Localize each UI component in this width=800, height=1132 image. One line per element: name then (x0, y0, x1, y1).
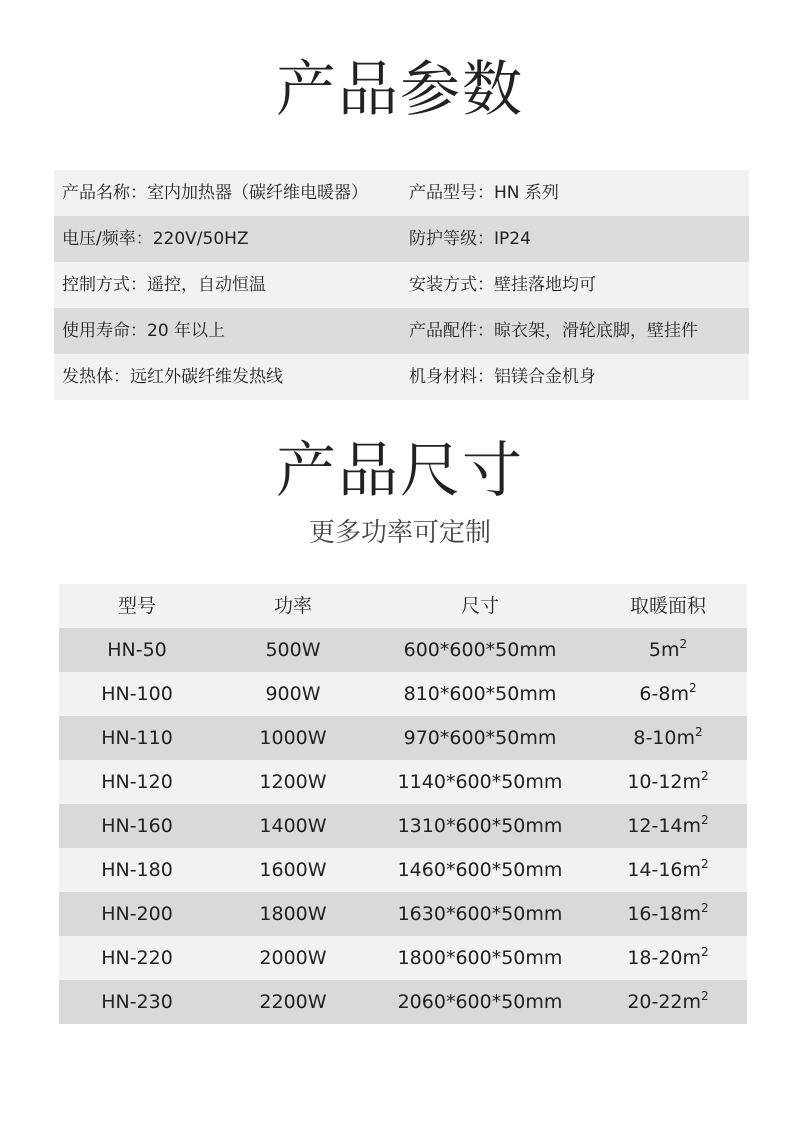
table-row (59, 980, 747, 1024)
model-cell-text: HN-50 (107, 639, 167, 661)
header-power: 功率 (273, 595, 312, 617)
power-cell-text: 1800W (259, 903, 327, 925)
model-cell (59, 980, 215, 1024)
size-cell (371, 980, 589, 1024)
size-cell (371, 848, 589, 892)
model-cell (59, 628, 215, 672)
area-unit-superscript: 2 (701, 945, 709, 959)
power-cell-text: 500W (265, 639, 321, 661)
area-cell (589, 936, 747, 980)
power-cell-text: 1400W (259, 815, 327, 837)
table-row (59, 760, 747, 804)
area-unit-superscript: 2 (701, 989, 709, 1003)
area-unit-superscript: 2 (701, 901, 709, 915)
model-cell-text: HN-230 (101, 991, 173, 1013)
area-cell (589, 848, 747, 892)
size-cell-text: 600*600*50mm (403, 639, 557, 661)
param-left: 控制方式：遥控，自动恒温 (62, 275, 266, 295)
area-cell-text: 8-10m (633, 727, 695, 749)
size-table-header (59, 584, 747, 628)
area-unit-superscript: 2 (701, 769, 709, 783)
params-table (54, 170, 749, 400)
area-cell (589, 892, 747, 936)
params-row (54, 216, 749, 262)
model-cell-text: HN-160 (101, 815, 173, 837)
area-cell-text: 5m (648, 639, 680, 661)
model-cell (59, 804, 215, 848)
area-cell-text: 20-22m (627, 991, 702, 1013)
power-cell (215, 848, 371, 892)
model-cell (59, 892, 215, 936)
table-row (59, 716, 747, 760)
table-row (59, 672, 747, 716)
params-row (54, 170, 749, 216)
power-cell-text: 1600W (259, 859, 327, 881)
table-row (59, 936, 747, 980)
model-cell (59, 760, 215, 804)
param-right: 产品配件：晾衣架，滑轮底脚，壁挂件 (409, 321, 698, 341)
params-row (54, 354, 749, 400)
size-cell-text: 1630*600*50mm (397, 903, 563, 925)
model-cell (59, 936, 215, 980)
model-cell-text: HN-120 (101, 771, 173, 793)
header-area: 取暖面积 (629, 595, 706, 617)
size-cell (371, 760, 589, 804)
table-row (59, 628, 747, 672)
size-cell (371, 716, 589, 760)
size-cell (371, 936, 589, 980)
model-cell (59, 716, 215, 760)
model-cell-text: HN-180 (101, 859, 173, 881)
area-cell (589, 628, 747, 672)
param-left: 电压/频率：220V/50HZ (62, 229, 249, 249)
size-cell-text: 970*600*50mm (403, 727, 557, 749)
model-cell-text: HN-200 (101, 903, 173, 925)
size-subtitle: 更多功率可定制 (308, 518, 491, 548)
table-row (59, 892, 747, 936)
header-model: 型号 (117, 595, 156, 617)
area-cell-text: 14-16m (627, 859, 702, 881)
area-cell-text: 6-8m (639, 683, 689, 705)
table-row (59, 848, 747, 892)
size-cell-text: 1800*600*50mm (397, 947, 563, 969)
power-cell-text: 1200W (259, 771, 327, 793)
param-right: 安装方式：壁挂落地均可 (409, 275, 596, 295)
power-cell (215, 628, 371, 672)
model-cell (59, 672, 215, 716)
model-cell-text: HN-220 (101, 947, 173, 969)
area-cell-text: 18-20m (627, 947, 702, 969)
param-left: 发热体：远红外碳纤维发热线 (62, 367, 283, 387)
power-cell-text: 2000W (259, 947, 327, 969)
area-unit-superscript: 2 (688, 681, 697, 695)
power-cell (215, 672, 371, 716)
power-cell (215, 716, 371, 760)
model-cell-text: HN-100 (101, 683, 173, 705)
size-cell (371, 892, 589, 936)
model-cell (59, 848, 215, 892)
area-cell (589, 804, 747, 848)
model-cell-text: HN-110 (101, 727, 173, 749)
size-cell-text: 1310*600*50mm (397, 815, 563, 837)
param-left: 使用寿命：20 年以上 (62, 321, 226, 341)
size-cell (371, 804, 589, 848)
area-unit-superscript: 2 (679, 637, 688, 651)
size-cell (371, 628, 589, 672)
param-right: 产品型号：HN 系列 (409, 183, 559, 203)
size-title: 产品尺寸 (276, 436, 524, 506)
area-cell-text: 16-18m (627, 903, 702, 925)
params-row (54, 308, 749, 354)
size-cell-text: 1140*600*50mm (397, 771, 563, 793)
area-unit-superscript: 2 (701, 857, 709, 871)
power-cell (215, 760, 371, 804)
params-row (54, 262, 749, 308)
header-size: 尺寸 (460, 595, 499, 617)
size-cell-text: 810*600*50mm (403, 683, 557, 705)
power-cell (215, 892, 371, 936)
param-left: 产品名称：室内加热器（碳纤维电暖器） (62, 183, 368, 203)
area-cell (589, 760, 747, 804)
area-cell (589, 980, 747, 1024)
area-cell (589, 716, 747, 760)
param-right: 机身材料：铝镁合金机身 (409, 367, 596, 387)
power-cell-text: 2200W (259, 991, 327, 1013)
power-cell (215, 804, 371, 848)
size-table (59, 584, 747, 1024)
area-cell (589, 672, 747, 716)
area-cell-text: 12-14m (627, 815, 702, 837)
param-right: 防护等级：IP24 (409, 229, 531, 249)
power-cell-text: 900W (265, 683, 321, 705)
area-unit-superscript: 2 (695, 725, 703, 739)
power-cell (215, 980, 371, 1024)
power-cell-text: 1000W (259, 727, 327, 749)
power-cell (215, 936, 371, 980)
area-cell-text: 10-12m (627, 771, 702, 793)
size-cell-text: 2060*600*50mm (397, 991, 563, 1013)
size-cell (371, 672, 589, 716)
table-row (59, 804, 747, 848)
size-cell-text: 1460*600*50mm (397, 859, 563, 881)
area-unit-superscript: 2 (701, 813, 709, 827)
params-title: 产品参数 (276, 55, 524, 125)
